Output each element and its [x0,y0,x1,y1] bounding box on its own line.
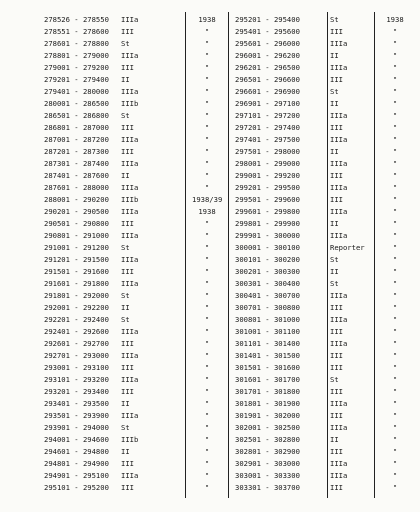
table-row [0,326,420,337]
class-code: IIIa [330,399,348,408]
year-cell: " [392,327,398,336]
serial-range: 296901 - 297100 [235,99,300,108]
year-cell: " [204,99,210,108]
year-cell: " [204,411,210,420]
class-code: III [330,483,343,492]
serial-range: 291601 - 291800 [44,279,109,288]
year-cell: " [204,351,210,360]
serial-range: 297501 - 298000 [235,147,300,156]
class-code: II [330,99,339,108]
year-cell: " [204,183,210,192]
serial-range: 287401 - 287600 [44,171,109,180]
year-cell: " [392,255,398,264]
serial-range: 292401 - 292600 [44,327,109,336]
table-row [0,122,420,133]
serial-range: 292601 - 292700 [44,339,109,348]
class-code: St [330,279,339,288]
serial-range: 280001 - 286500 [44,99,109,108]
serial-range: 291501 - 291600 [44,267,109,276]
serial-range: 293001 - 293100 [44,363,109,372]
serial-range: 297101 - 297200 [235,111,300,120]
year-cell: 1938/39 [192,195,222,204]
class-code: II [121,399,130,408]
year-cell: " [392,339,398,348]
class-code: IIIa [121,87,139,96]
serial-range: 292201 - 292400 [44,315,109,324]
class-code: II [121,447,130,456]
year-cell: " [204,159,210,168]
serial-range: 300301 - 300400 [235,279,300,288]
year-cell: " [204,231,210,240]
year-cell: " [204,123,210,132]
table-row [0,206,420,217]
class-code: III [330,171,343,180]
table-row [0,374,420,385]
class-code: III [330,447,343,456]
class-code: IIIa [330,339,348,348]
year-cell: " [204,243,210,252]
class-code: II [121,171,130,180]
serial-range: 291201 - 291500 [44,255,109,264]
serial-range: 296001 - 296200 [235,51,300,60]
table-row [0,266,420,277]
class-code: St [330,375,339,384]
class-code: III [330,387,343,396]
serial-range: 300801 - 301000 [235,315,300,324]
serial-range: 296501 - 296600 [235,75,300,84]
class-code: III [121,123,134,132]
table-row [0,194,420,205]
class-code: II [330,147,339,156]
serial-range: 299501 - 299600 [235,195,300,204]
serial-range: 301101 - 301400 [235,339,300,348]
table-row [0,14,420,25]
table-row [0,338,420,349]
year-cell: " [392,183,398,192]
class-code: II [330,51,339,60]
table-row [0,230,420,241]
class-code: IIIa [330,207,348,216]
class-code: IIIa [330,291,348,300]
serial-range: 297401 - 297500 [235,135,300,144]
serial-range: 303301 - 303700 [235,483,300,492]
serial-range: 301001 - 301100 [235,327,300,336]
class-code: St [121,291,130,300]
table-row [0,482,420,493]
table-row [0,350,420,361]
class-code: IIIb [121,99,139,108]
serial-range: 293401 - 293500 [44,399,109,408]
class-code: III [121,363,134,372]
year-cell: " [204,459,210,468]
class-code: Reporter [330,243,365,252]
table-row [0,86,420,97]
class-code: III [121,483,134,492]
serial-range: 293901 - 294000 [44,423,109,432]
year-cell: " [204,471,210,480]
class-code: St [121,315,130,324]
table-row [0,182,420,193]
table-row [0,242,420,253]
class-code: IIIa [330,135,348,144]
year-cell: " [204,75,210,84]
table-row [0,434,420,445]
year-cell: " [392,51,398,60]
serial-range: 279401 - 280000 [44,87,109,96]
serial-range: 278601 - 278800 [44,39,109,48]
class-code: St [330,255,339,264]
class-code: III [330,327,343,336]
year-cell: " [392,39,398,48]
class-code: St [121,243,130,252]
class-code: IIIa [121,471,139,480]
class-code: III [121,387,134,396]
serial-range: 293101 - 293200 [44,375,109,384]
class-code: IIIa [121,411,139,420]
serial-range: 290501 - 290800 [44,219,109,228]
year-cell: " [204,111,210,120]
class-code: St [121,423,130,432]
year-cell: " [392,411,398,420]
year-cell: " [204,387,210,396]
table-row [0,50,420,61]
serial-range: 301501 - 301600 [235,363,300,372]
year-cell: " [392,219,398,228]
year-cell: " [204,315,210,324]
class-code: II [121,75,130,84]
serial-range: 301401 - 301500 [235,351,300,360]
year-cell: " [392,267,398,276]
class-code: IIIa [330,183,348,192]
table-row [0,470,420,481]
serial-range: 302501 - 302800 [235,435,300,444]
year-cell: " [204,423,210,432]
class-code: IIIa [121,207,139,216]
table-row [0,98,420,109]
class-code: St [121,111,130,120]
year-cell: " [204,363,210,372]
class-code: IIIa [121,255,139,264]
table-row [0,146,420,157]
class-code: IIIa [121,279,139,288]
serial-range: 302801 - 302900 [235,447,300,456]
serial-range: 293201 - 293400 [44,387,109,396]
serial-range: 279001 - 279200 [44,63,109,72]
year-cell: " [392,75,398,84]
class-code: St [330,87,339,96]
serial-range: 297201 - 297400 [235,123,300,132]
year-cell: " [392,423,398,432]
serial-range: 301601 - 301700 [235,375,300,384]
table-row [0,158,420,169]
year-cell: " [204,267,210,276]
table-row [0,110,420,121]
class-code: III [330,363,343,372]
serial-range: 300201 - 300300 [235,267,300,276]
class-code: IIIb [121,195,139,204]
class-code: IIIa [121,15,139,24]
serial-range: 278526 - 278550 [44,15,109,24]
class-code: IIIa [121,327,139,336]
serial-range: 292701 - 293000 [44,351,109,360]
class-code: III [121,63,134,72]
serial-range: 298001 - 299000 [235,159,300,168]
class-code: II [330,435,339,444]
year-cell: " [392,99,398,108]
serial-range: 299201 - 299500 [235,183,300,192]
class-code: III [330,411,343,420]
year-cell: " [392,315,398,324]
table-row [0,26,420,37]
serial-range: 299801 - 299900 [235,219,300,228]
year-cell: " [392,147,398,156]
table-row [0,302,420,313]
class-code: III [330,303,343,312]
serial-range: 287201 - 287300 [44,147,109,156]
class-code: IIIa [330,471,348,480]
class-code: IIIa [330,231,348,240]
year-cell: " [392,195,398,204]
class-code: IIIa [330,459,348,468]
year-cell: " [392,27,398,36]
year-cell: " [392,399,398,408]
serial-range: 296601 - 296900 [235,87,300,96]
table-row [0,290,420,301]
serial-range: 278801 - 279000 [44,51,109,60]
year-cell: " [392,291,398,300]
serial-range: 286501 - 286800 [44,111,109,120]
year-cell: " [204,39,210,48]
year-cell: " [204,219,210,228]
year-cell: " [204,135,210,144]
class-code: IIIa [121,135,139,144]
serial-range: 295201 - 295400 [235,15,300,24]
serial-range: 293501 - 293900 [44,411,109,420]
serial-range: 294901 - 295100 [44,471,109,480]
serial-range: 287301 - 287400 [44,159,109,168]
class-code: III [330,75,343,84]
year-cell: " [392,231,398,240]
serial-range: 290801 - 291000 [44,231,109,240]
serial-range: 296201 - 296500 [235,63,300,72]
class-code: III [330,195,343,204]
table-row [0,386,420,397]
year-cell: " [204,255,210,264]
table-row [0,422,420,433]
year-cell: " [204,87,210,96]
year-cell: " [204,399,210,408]
year-cell: 1938 [198,207,216,216]
serial-range: 300701 - 300800 [235,303,300,312]
serial-range: 295601 - 296000 [235,39,300,48]
serial-range: 279201 - 279400 [44,75,109,84]
serial-range: 299001 - 299200 [235,171,300,180]
serial-range: 295401 - 295600 [235,27,300,36]
year-cell: " [392,303,398,312]
serial-range: 300401 - 300700 [235,291,300,300]
class-code: III [121,147,134,156]
class-code: IIIa [121,375,139,384]
table-row [0,314,420,325]
year-cell: " [392,135,398,144]
serial-range: 286801 - 287000 [44,123,109,132]
class-code: IIIa [330,111,348,120]
serial-range: 302001 - 302500 [235,423,300,432]
year-cell: " [392,471,398,480]
class-code: III [121,219,134,228]
class-code: III [330,27,343,36]
table-row [0,74,420,85]
serial-range: 278551 - 278600 [44,27,109,36]
class-code: IIIa [121,183,139,192]
serial-range: 300001 - 300100 [235,243,300,252]
year-cell: " [204,435,210,444]
class-code: IIIa [121,231,139,240]
year-cell: " [392,363,398,372]
class-code: St [121,39,130,48]
table-row [0,446,420,457]
class-code: III [121,339,134,348]
year-cell: " [204,483,210,492]
year-cell: 1938 [386,15,404,24]
table-row [0,218,420,229]
year-cell: " [392,171,398,180]
class-code: IIIa [121,159,139,168]
serial-range: 291801 - 292000 [44,291,109,300]
class-code: II [330,267,339,276]
class-code: II [121,303,130,312]
year-cell: " [204,27,210,36]
year-cell: " [392,435,398,444]
class-code: St [330,15,339,24]
year-cell: " [392,207,398,216]
year-cell: " [392,447,398,456]
table-row [0,362,420,373]
class-code: III [330,123,343,132]
year-cell: " [392,387,398,396]
serial-range: 300101 - 300200 [235,255,300,264]
class-code: IIIa [330,159,348,168]
table-row [0,410,420,421]
serial-range: 294801 - 294900 [44,459,109,468]
year-cell: " [392,279,398,288]
serial-range: 303001 - 303300 [235,471,300,480]
serial-range: 295101 - 295200 [44,483,109,492]
year-cell: " [204,375,210,384]
year-cell: " [392,87,398,96]
year-cell: " [392,111,398,120]
serial-range: 294001 - 294600 [44,435,109,444]
year-cell: " [204,171,210,180]
table-row [0,38,420,49]
year-cell: 1938 [198,15,216,24]
class-code: III [121,27,134,36]
class-code: III [121,267,134,276]
table-row [0,170,420,181]
year-cell: " [204,147,210,156]
class-code: II [330,219,339,228]
year-cell: " [392,351,398,360]
serial-range: 287601 - 288000 [44,183,109,192]
year-cell: " [204,339,210,348]
year-cell: " [392,459,398,468]
year-cell: " [204,303,210,312]
class-code: IIIa [330,315,348,324]
serial-range: 288001 - 290200 [44,195,109,204]
serial-range: 301801 - 301900 [235,399,300,408]
table-row [0,458,420,469]
year-cell: " [204,327,210,336]
class-code: IIIa [330,63,348,72]
class-code: III [121,459,134,468]
serial-range: 292001 - 292200 [44,303,109,312]
serial-range: 291001 - 291200 [44,243,109,252]
class-code: IIIb [121,435,139,444]
year-cell: " [204,63,210,72]
year-cell: " [392,159,398,168]
year-cell: " [204,447,210,456]
class-code: IIIa [330,39,348,48]
year-cell: " [392,243,398,252]
serial-range: 302901 - 303000 [235,459,300,468]
year-cell: " [204,291,210,300]
class-code: IIIa [330,423,348,432]
class-code: IIIa [121,51,139,60]
year-cell: " [392,375,398,384]
serial-range: 294601 - 294800 [44,447,109,456]
table-row [0,398,420,409]
year-cell: " [392,483,398,492]
year-cell: " [204,51,210,60]
year-cell: " [204,279,210,288]
serial-range: 299901 - 300000 [235,231,300,240]
year-cell: " [392,123,398,132]
serial-range: 299601 - 299800 [235,207,300,216]
serial-range: 301701 - 301800 [235,387,300,396]
class-code: IIIa [121,351,139,360]
table-row [0,254,420,265]
table-row [0,134,420,145]
serial-range: 287001 - 287200 [44,135,109,144]
table-row [0,278,420,289]
serial-range: 290201 - 290500 [44,207,109,216]
serial-range: 301901 - 302000 [235,411,300,420]
year-cell: " [392,63,398,72]
class-code: III [330,351,343,360]
table-row [0,62,420,73]
